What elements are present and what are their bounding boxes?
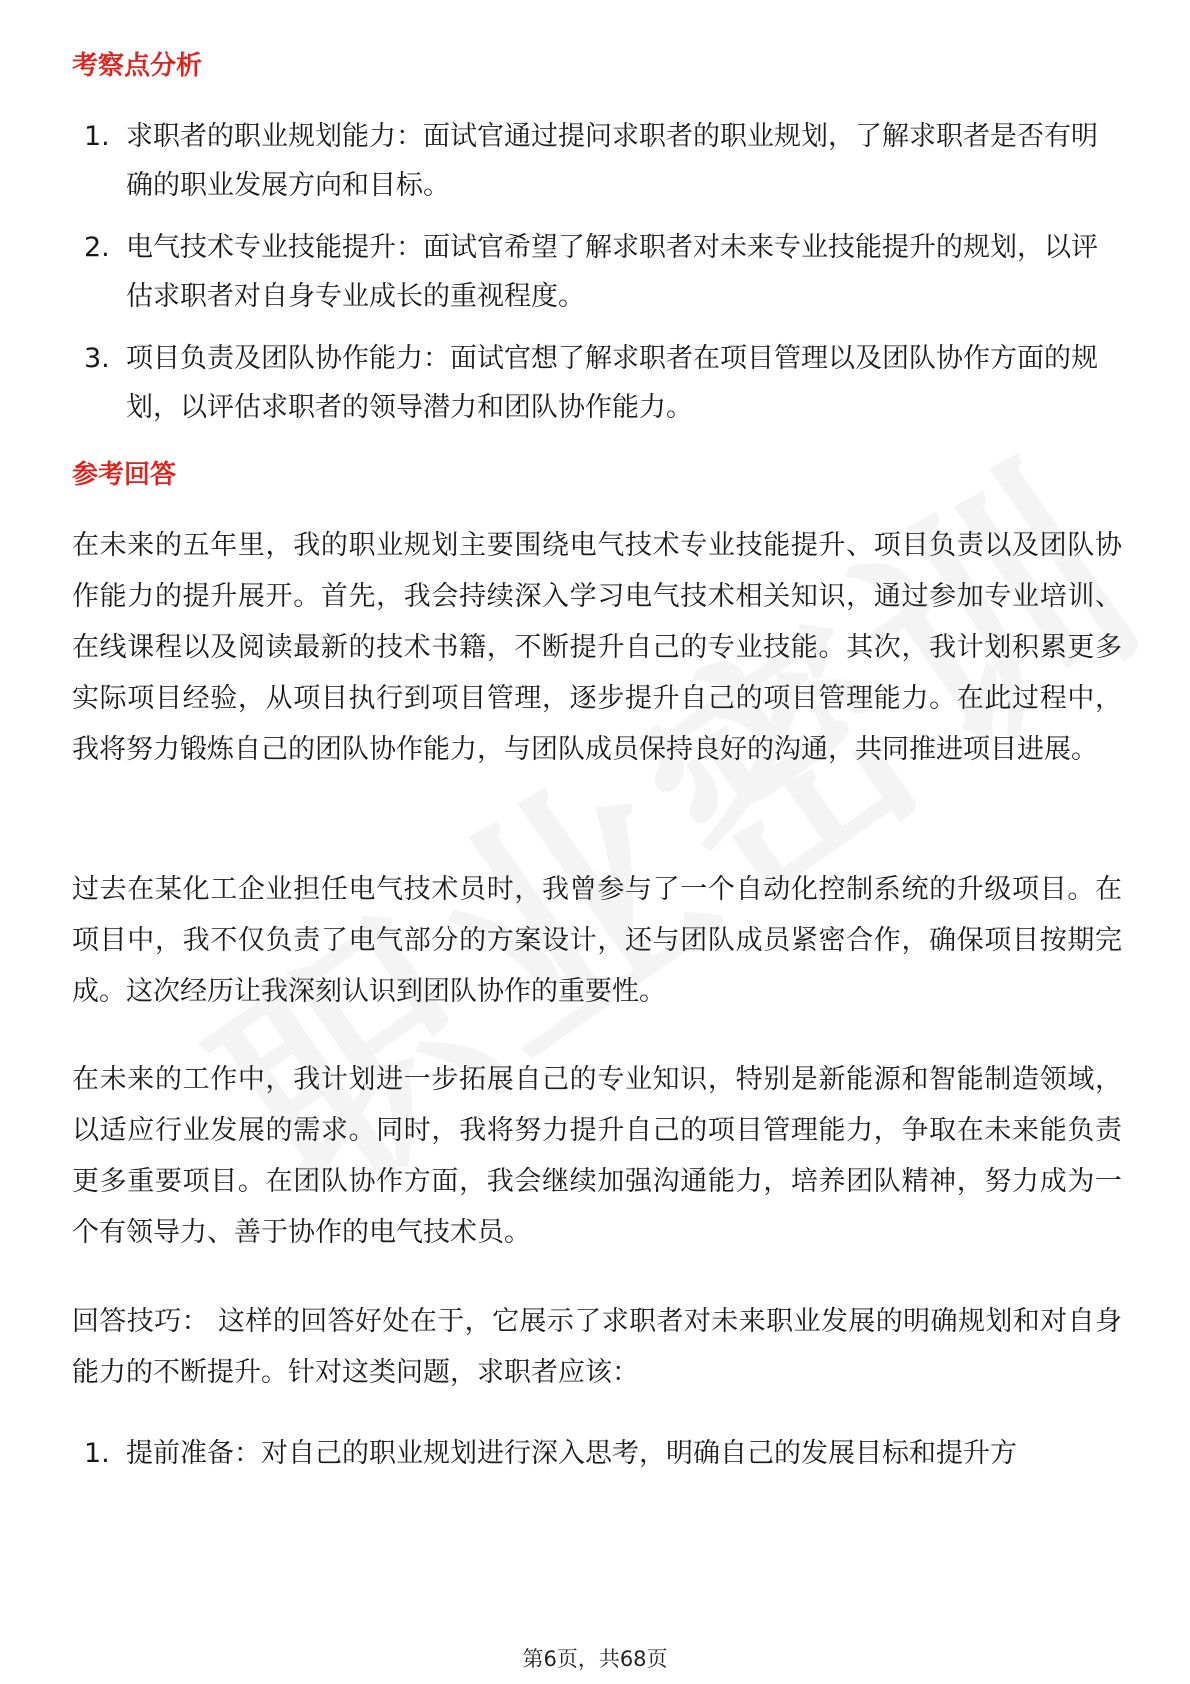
- item-text: 对自己的职业规划进行深入思考，明确自己的发展目标和提升方: [261, 1438, 1017, 1469]
- item-text: 面试官想了解求职者在项目管理以及团队协作方面的规划，以评估求职者的领导潜力和团队协作能力。: [126, 343, 1098, 423]
- list-item: [72, 223, 1122, 321]
- item-label: 项目负责及团队协作能力：: [126, 343, 450, 374]
- list-item: [72, 334, 1122, 432]
- list-number: 3.: [84, 343, 110, 374]
- list-number: 1.: [84, 121, 110, 152]
- item-label: 求职者的职业规划能力：: [126, 121, 423, 152]
- page-number: 第6页，共68页: [522, 1647, 668, 1671]
- list-item: [72, 1429, 1122, 1478]
- item-text: 面试官希望了解求职者对未来专业技能提升的规划，以评估求职者对自身专业成长的重视程度。: [126, 232, 1098, 312]
- answer-tips-paragraph: 回答技巧： 这样的回答好处在于，它展示了求职者对未来职业发展的明确规划和对自身能力的不断提升。针对这类问题，求职者应该：: [72, 1306, 1122, 1388]
- list-number: 2.: [84, 232, 110, 263]
- answer-paragraph-2: 过去在某化工企业担任电气技术员时，我曾参与了一个自动化控制系统的升级项目。在项目中，我不仅负责了电气部分的方案设计，还与团队成员紧密合作，确保项目按期完成。这次经历让我深刻认识到团队协作的重要性。: [72, 874, 1122, 1007]
- section-title-reference-answer: 参考回答: [72, 460, 177, 490]
- tips-list: [72, 1429, 1122, 1491]
- section-title-analysis: 考察点分析: [72, 51, 203, 81]
- list-number: 1.: [84, 1438, 110, 1469]
- item-label: 电气技术专业技能提升：: [126, 232, 423, 263]
- list-item: [72, 112, 1122, 210]
- item-text: 面试官通过提问求职者的职业规划，了解求职者是否有明确的职业发展方向和目标。: [126, 121, 1098, 201]
- item-label: 提前准备：: [126, 1438, 261, 1469]
- answer-paragraph-3: 在未来的工作中，我计划进一步拓展自己的专业知识，特别是新能源和智能制造领域，以适应行业发展的需求。同时，我将努力提升自己的项目管理能力，争取在未来能负责更多重要项目。在团队协作方面，我会继续加强沟通能力，培养团队精神，努力成为一个有领导力、善于协作的电气技术员。: [72, 1064, 1122, 1248]
- answer-paragraph-1: 在未来的五年里，我的职业规划主要围绕电气技术专业技能提升、项目负责以及团队协作能力的提升展开。首先，我会持续深入学习电气技术相关知识，通过参加专业培训、在线课程以及阅读最新的技术书籍，不断提升自己的专业技能。其次，我计划积累更多实际项目经验，从项目执行到项目管理，逐步提升自己的项目管理能力。在此过程中，我将努力锻炼自己的团队协作能力，与团队成员保持良好的沟通，共同推进项目进展。: [72, 530, 1122, 765]
- analysis-list: [72, 112, 1122, 445]
